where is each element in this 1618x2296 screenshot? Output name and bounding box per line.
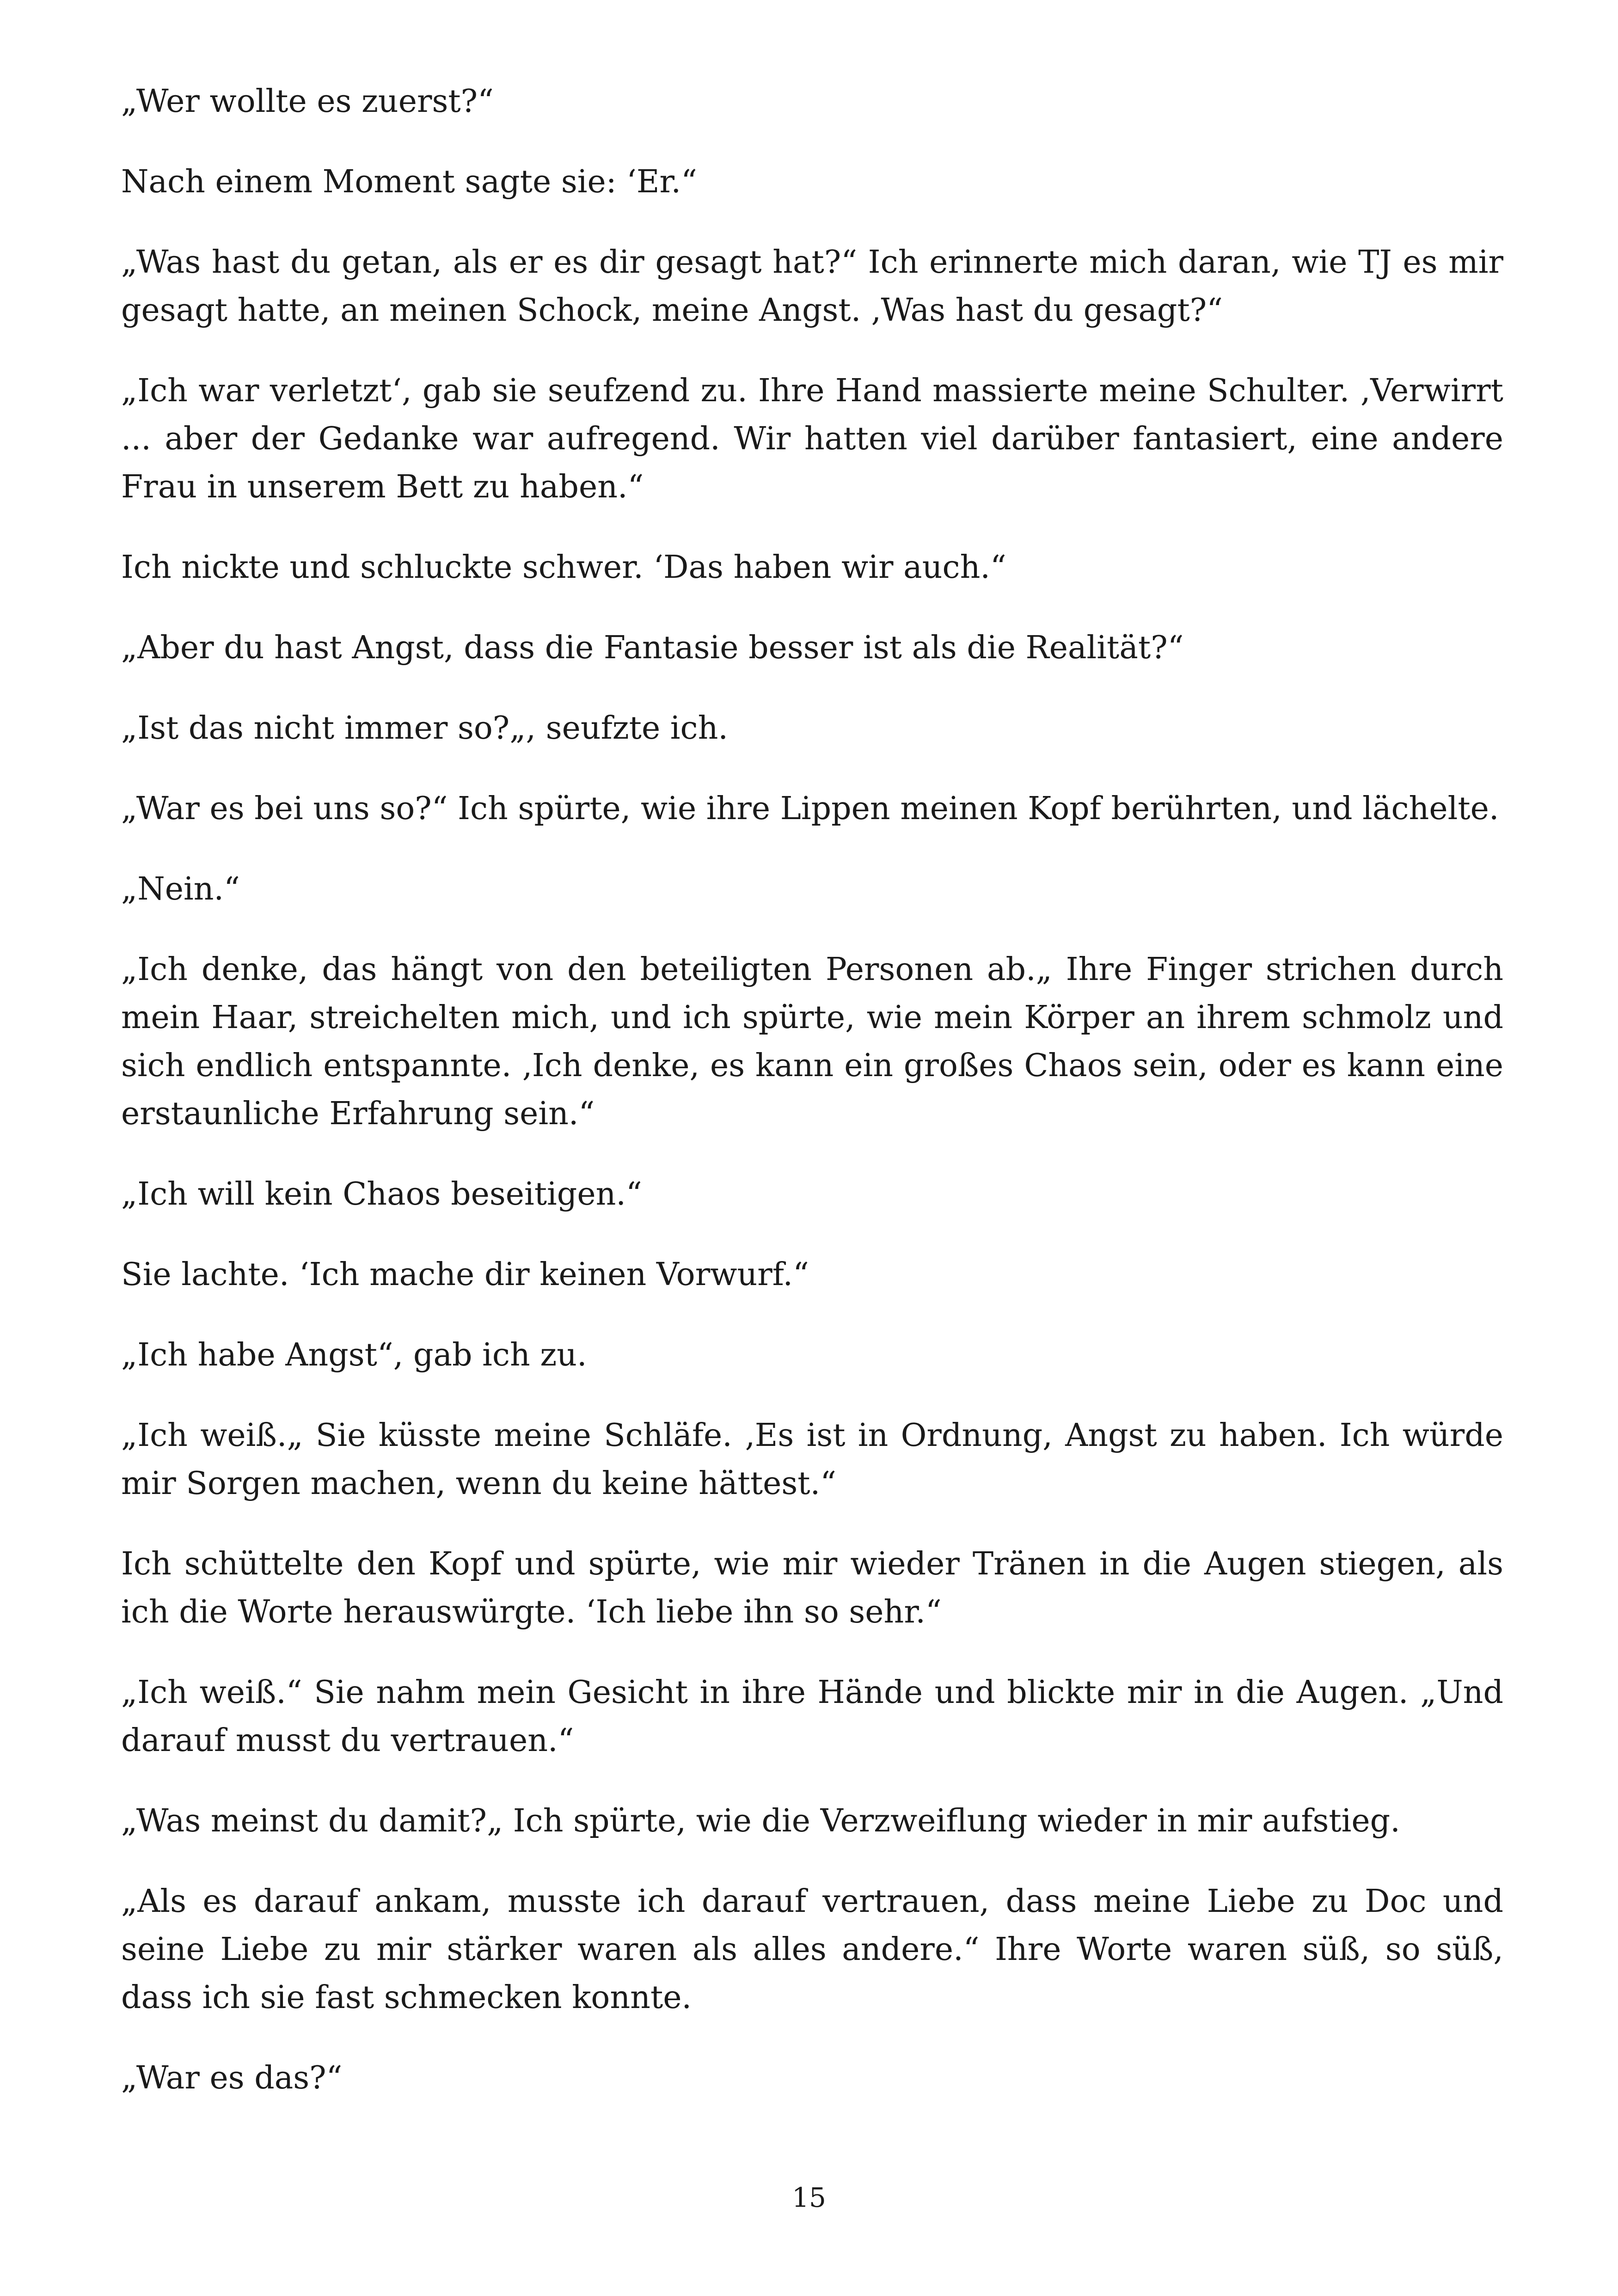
paragraph: „Nein.“ bbox=[121, 871, 240, 907]
paragraph: „Als es darauf ankam, musste ich darauf vertrauen, dass meine Liebe zu Doc und seine Liebe zu mir stärker waren als alles andere.“ Ihre Worte waren süß, so süß, dass ich sie fast schmecken konnte. bbox=[121, 1883, 1503, 2016]
paragraph: „Wer wollte es zuerst?“ bbox=[121, 83, 494, 120]
paragraph: „War es bei uns so?“ Ich spürte, wie ihre Lippen meinen Kopf berührten, und lächelte. bbox=[121, 790, 1499, 827]
paragraph: „Aber du hast Angst, dass die Fantasie besser ist als die Realität?“ bbox=[121, 630, 1184, 666]
paragraph: „Ich denke, das hängt von den beteiligten Personen ab.„ Ihre Finger strichen durch mein Haar, streichelten mich, und ich spürte, wie mein Körper an ihrem schmolz und sich endlich entspannte. ‚Ich denke, es kann ein großes Chaos sein, oder es kann eine erstaunliche Erfahrung sein.“ bbox=[121, 951, 1503, 1132]
paragraph: Nach einem Moment sagte sie: ‘Er.“ bbox=[121, 164, 697, 200]
paragraph: „Ich weiß.“ Sie nahm mein Gesicht in ihre Hände und blickte mir in die Augen. „Und darauf musst du vertrauen.“ bbox=[121, 1674, 1503, 1759]
paragraph: „Ich war verletzt‘, gab sie seufzend zu. Ihre Hand massierte meine Schulter. ‚Verwirrt ... aber der Gedanke war aufregend. Wir hatten viel darüber fantasiert, eine andere Frau in unserem Bett zu haben.“ bbox=[121, 373, 1503, 505]
paragraph: „War es das?“ bbox=[121, 2060, 343, 2096]
paragraph: „Ich habe Angst“, gab ich zu. bbox=[121, 1337, 587, 1373]
page-number: 15 bbox=[792, 2182, 826, 2213]
paragraph: „Was meinst du damit?„ Ich spürte, wie die Verzweiflung wieder in mir aufstieg. bbox=[121, 1803, 1400, 1839]
paragraph: Sie lachte. ‘Ich mache dir keinen Vorwurf.“ bbox=[121, 1256, 809, 1293]
paragraph: Ich schüttelte den Kopf und spürte, wie mir wieder Tränen in die Augen stiegen, als ich die Worte herauswürgte. ‘Ich liebe ihn so sehr.“ bbox=[121, 1546, 1503, 1630]
body-text bbox=[121, 78, 1503, 2135]
paragraph: Ich nickte und schluckte schwer. ‘Das haben wir auch.“ bbox=[121, 549, 1006, 586]
paragraph: „Ich weiß.„ Sie küsste meine Schläfe. ‚Es ist in Ordnung, Angst zu haben. Ich würde mir Sorgen machen, wenn du keine hättest.“ bbox=[121, 1417, 1503, 1502]
paragraph: „Ich will kein Chaos beseitigen.“ bbox=[121, 1176, 642, 1212]
paragraph: „Was hast du getan, als er es dir gesagt hat?“ Ich erinnerte mich daran, wie TJ es mir gesagt hatte, an meinen Schock, meine Angst. ‚Was hast du gesagt?“ bbox=[121, 244, 1503, 329]
paragraph: „Ist das nicht immer so?„, seufzte ich. bbox=[121, 710, 729, 747]
